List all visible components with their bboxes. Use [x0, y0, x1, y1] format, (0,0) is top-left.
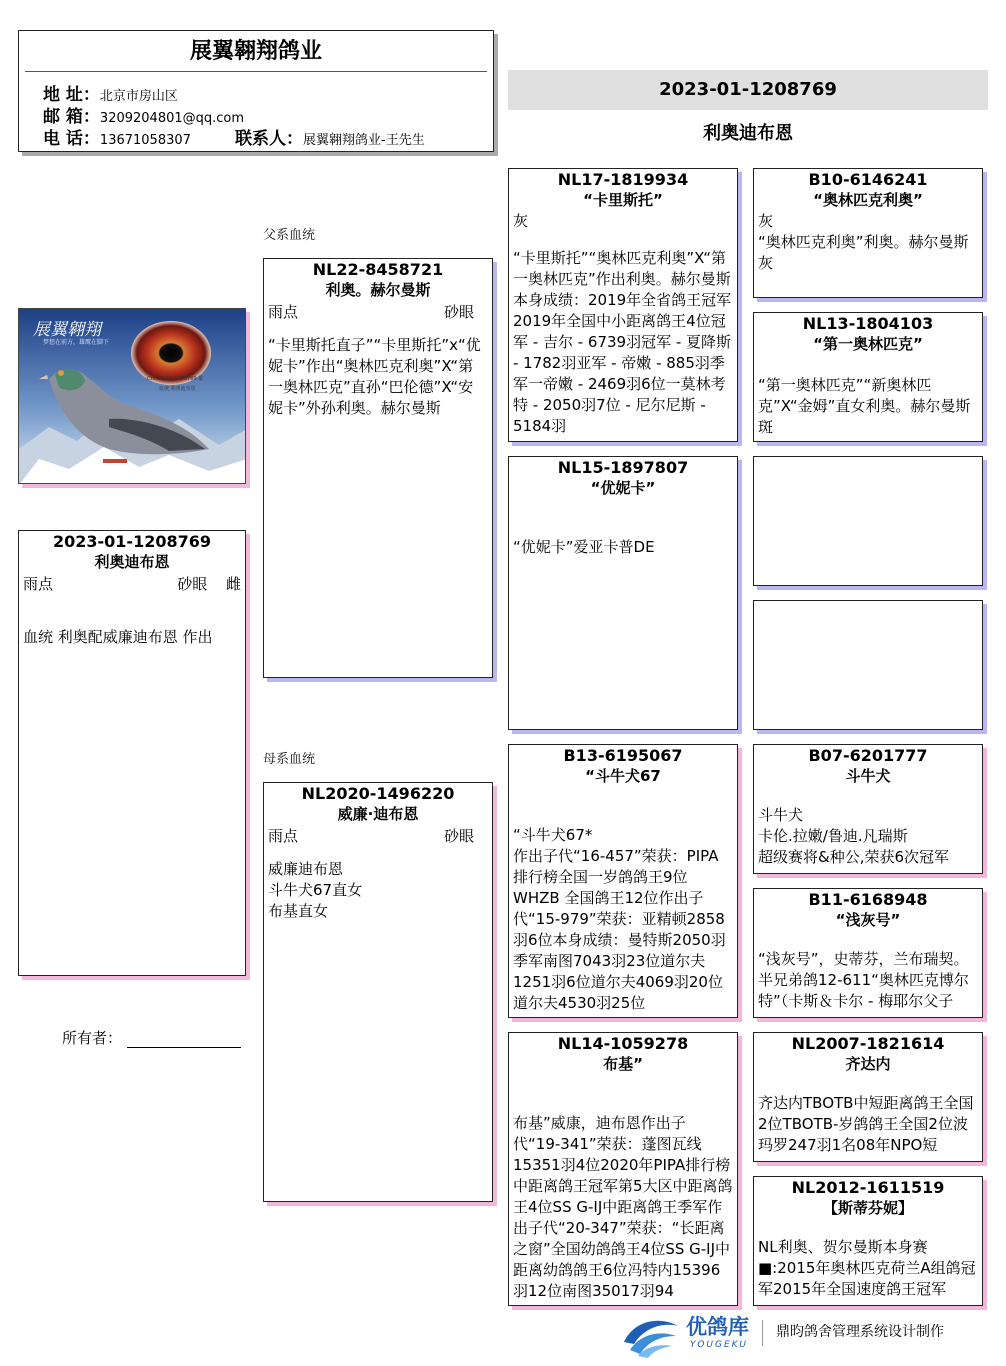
phone-label: 电 话： [43, 129, 100, 149]
dam-card [263, 782, 493, 1202]
dam-color: 雨点 [268, 827, 299, 845]
ggp-dds-ring: NL2007-1821614 [791, 1034, 945, 1053]
granddam-maternal-ring: NL14-1059278 [557, 1034, 689, 1053]
ggp-ssd-card [753, 312, 983, 442]
sire-section-label: 父系血统 [263, 228, 316, 243]
banner-name: 利奥迪布恩 [703, 123, 793, 144]
ggp-dsd-name: “浅灰号” [835, 911, 901, 929]
ggp-ddd-ring: NL2012-1611519 [791, 1178, 945, 1197]
ggp-dds-description: 齐达内TBOTB中短距离鸽王全国2位TBOTB-岁鸽鸽王全国2位波玛罗247羽1名08年NPO短 [758, 1094, 974, 1154]
sire-traits [264, 301, 492, 323]
dam-section-label: 母系血统 [263, 752, 316, 767]
ggp-sss-card [753, 168, 983, 298]
footer [620, 1310, 1000, 1360]
grandsire-paternal-ring: NL17-1819934 [557, 170, 689, 189]
footer-divider [762, 1320, 763, 1346]
header-divider [25, 71, 487, 72]
dam-ring: NL2020-1496220 [301, 784, 455, 803]
email-label: 邮 箱： [43, 107, 100, 127]
ggp-ddd-card [753, 1176, 983, 1306]
owner-field[interactable] [127, 1029, 241, 1048]
phone-value: 13671058307 [99, 133, 191, 148]
grandsire-paternal-card [508, 168, 738, 442]
subject-description: 血统 利奥配威廉迪布恩 作出 [23, 628, 213, 646]
dam-eye: 砂眼 [443, 827, 474, 845]
grandsire-maternal-card [508, 744, 738, 1018]
ggp-sds-card [753, 456, 983, 586]
ggp-ssd-ring: NL13-1804103 [802, 314, 934, 333]
ggp-dss-ring: B07-6201777 [808, 746, 928, 765]
sire-description: “卡里斯托直子”“卡里斯托”x“优妮卡”作出“奥林匹克利奥”X“第一奥林匹克”直孙“巴伦德”X“安妮卡”外孙利奥。赫尔曼斯 [268, 336, 481, 417]
ggp-sss-color: 灰 [758, 212, 774, 230]
footer-credit: 鼎昀鸽舍管理系统设计制作 [776, 1324, 944, 1340]
ggp-dss-card [753, 744, 983, 874]
granddam-maternal-description: 布基”威康，迪布恩作出子代“19-341”荣获：蓬图瓦线15351羽4位2020年PIPA排行榜中距离鸽王冠军第5大区中距离鸽王4位SS G-IJ中距离鸽王季军作出子代“20-347”荣获：“长距离之窗”全国幼鸽鸽王4位SS G-IJ中距离幼鸽鸽王6位冯特内15396羽12位南图35017羽94 [513, 1114, 733, 1300]
pigeon-photo [18, 308, 246, 484]
address-row [43, 85, 425, 107]
grandsire-maternal-description: “斗牛犬67* 作出子代“16-457”荣获：PIPA排行榜全国一岁鸽鸽王9位WHZB 全国鸽王12位作出子代“15-979”荣获：亚精顿2858羽6位本身成绩：曼特斯2050羽季军南图7043羽23位道尔夫1251羽6位道尔夫4069羽20位道尔夫4530羽25位 [513, 826, 726, 1012]
logo-text-cn: 优鸽库 [686, 1315, 749, 1339]
grandsire-paternal-color: 灰 [513, 212, 529, 230]
ggp-ddd-description: NL利奥、贺尔曼斯本身赛■:2015年奥林匹克荷兰A组鸽冠军2015年全国速度鸽王冠军 [758, 1238, 976, 1298]
sire-card [263, 258, 493, 678]
subject-sex: 雌 [225, 575, 241, 593]
granddam-paternal-ring: NL15-1897807 [557, 458, 689, 477]
dam-description: 威廉迪布恩 斗牛犬67直女 布基直女 [268, 860, 363, 920]
ggp-ddd-name: 【斯蒂芬妮】 [822, 1199, 913, 1217]
sire-color: 雨点 [268, 303, 299, 321]
granddam-maternal-card [508, 1032, 738, 1306]
ggp-dds-name: 齐达内 [845, 1055, 891, 1073]
photo-slogan: 梦想在前方，雄鹰在脚下 [43, 339, 110, 346]
dam-traits [264, 825, 492, 847]
grandsire-maternal-name: “斗牛犬67 [585, 767, 661, 785]
photo-caption-ring: CHN23-01-1208769 雄 [147, 376, 204, 382]
grandsire-paternal-description: “卡里斯托”“奥林匹克利奥”X“第一奥林匹克”作出利奥。赫尔曼斯本身成绩：2019年全省鸽王冠军2019年全国中小距离鸽王4位冠军 - 吉尔 - 6739羽冠军 - 夏降斯 - 1782羽亚军 - 帝嫩 - 885羽季军一帝嫩 - 2469羽6位一莫林考特 - 2050羽7位 - 尼尔尼斯 - 5184羽 [513, 249, 732, 435]
photo-caption-name: 血统 利奥迪布恩 [159, 386, 196, 392]
ggp-sdd-card [753, 600, 983, 730]
ggp-dsd-description: “浅灰号”，史蒂芬，兰布瑞契。半兄弟鸽12-611“奥林匹克博尔特”（卡斯＆卡尔 - 梅耶尔父子 [758, 950, 969, 1010]
subject-traits [19, 573, 245, 595]
granddam-paternal-name: “优妮卡” [590, 479, 656, 497]
ggp-dds-card [753, 1032, 983, 1162]
granddam-paternal-card [508, 456, 738, 730]
owner-line [62, 1028, 241, 1048]
ggp-dsd-ring: B11-6168948 [808, 890, 928, 909]
ggp-ssd-name: “第一奥林匹克” [813, 335, 923, 353]
phone-row [43, 129, 425, 151]
subject-card [18, 530, 246, 976]
subject-name: 利奥迪布恩 [94, 553, 170, 571]
contact-value: 展翼翱翔鸽业-王先生 [303, 133, 425, 148]
logo-text-en: YOUGEKU [690, 1340, 749, 1350]
ggp-sss-name: “奥林匹克利奥” [813, 191, 923, 209]
photo-script-title: 展翼翱翔 [33, 320, 101, 340]
subject-color: 雨点 [23, 575, 54, 593]
ggp-sss-ring: B10-6146241 [808, 170, 928, 189]
kennel-header-card [18, 30, 494, 152]
address-label: 地 址： [43, 85, 100, 105]
dam-name: 威廉·迪布恩 [337, 805, 419, 823]
sire-name: 利奥。赫尔曼斯 [325, 281, 431, 299]
sire-ring: NL22-8458721 [312, 260, 444, 279]
ggp-dss-description: 斗牛犬 卡伦.拉嫩/鲁迪.凡瑞斯 超级赛将&种公,荣获6次冠军 [758, 806, 950, 866]
address-value: 北京市房山区 [99, 89, 178, 104]
ggp-ssd-description: “第一奥林匹克”“新奥林匹克”X“金姆”直女利奥。赫尔曼斯斑 [758, 376, 971, 436]
email-row [43, 107, 425, 129]
subject-ring: 2023-01-1208769 [52, 532, 211, 551]
contact-label: 联系人： [235, 129, 304, 149]
granddam-maternal-name: 布基” [603, 1055, 643, 1073]
ggp-sss-description: “奥林匹克利奥”利奥。赫尔曼斯 灰 [758, 233, 969, 272]
email-value: 3209204801@qq.com [99, 111, 245, 126]
granddam-paternal-description: “优妮卡”爱亚卡普DE [513, 538, 655, 556]
owner-label: 所有者： [62, 1029, 123, 1047]
kennel-title: 展翼翱翔鸽业 [189, 39, 322, 64]
yougeku-logo-icon [620, 1312, 682, 1358]
sire-eye: 砂眼 [443, 303, 474, 321]
subject-eye: 砂眼 [177, 575, 208, 593]
ggp-dsd-card [753, 888, 983, 1018]
ring-banner: 2023-01-1208769 [508, 70, 988, 110]
ggp-dss-name: 斗牛犬 [845, 767, 891, 785]
grandsire-maternal-ring: B13-6195067 [563, 746, 683, 765]
grandsire-paternal-name: “卡里斯托” [583, 191, 663, 209]
